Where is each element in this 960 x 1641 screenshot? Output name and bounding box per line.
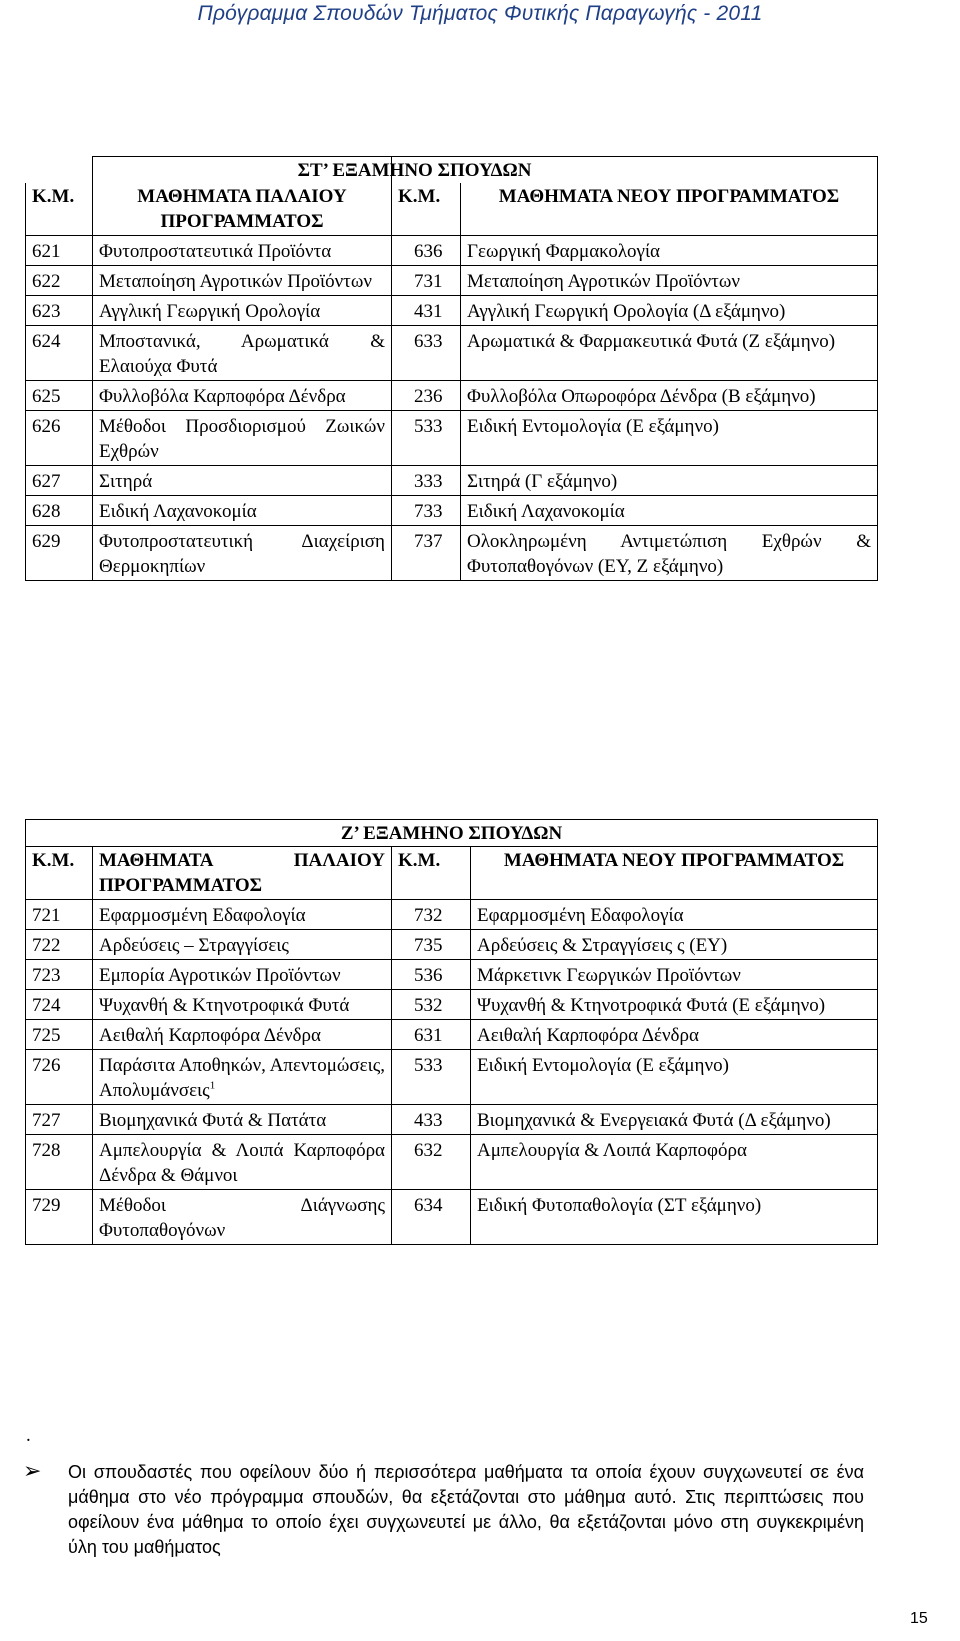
new-course-name: Αρωματικά & Φαρμακευτικά Φυτά (Ζ εξάμηνο) bbox=[461, 326, 878, 381]
old-course-code: 721 bbox=[26, 900, 93, 930]
new-course-code: 636 bbox=[392, 236, 461, 266]
table-row bbox=[26, 466, 878, 496]
old-course-code: 728 bbox=[26, 1135, 93, 1190]
new-course-name: Γεωργική Φαρμακολογία bbox=[461, 236, 878, 266]
new-course-code: 631 bbox=[392, 1020, 471, 1050]
old-course-code: 628 bbox=[26, 496, 93, 526]
table-title-row bbox=[26, 820, 878, 847]
table-row bbox=[26, 1190, 878, 1245]
old-course-code: 624 bbox=[26, 326, 93, 381]
table-row bbox=[26, 266, 878, 296]
new-course-code: 333 bbox=[392, 466, 461, 496]
old-course-name-text: Εφαρμοσμένη Εδαφολογία bbox=[99, 905, 306, 926]
old-course-name bbox=[93, 326, 392, 381]
old-course-name-text: Αγγλική Γεωργική Ορολογία bbox=[99, 301, 321, 322]
new-course-name: Αειθαλή Καρποφόρα Δένδρα bbox=[471, 1020, 878, 1050]
old-course-name-text: Φυλλοβόλα Καρποφόρα Δένδρα bbox=[99, 386, 346, 407]
old-course-name bbox=[93, 236, 392, 266]
old-course-code: 723 bbox=[26, 960, 93, 990]
old-course-code: 725 bbox=[26, 1020, 93, 1050]
old-course-name bbox=[93, 990, 392, 1020]
new-course-code: 236 bbox=[392, 381, 461, 411]
new-course-name: Ειδική Λαχανοκομία bbox=[461, 496, 878, 526]
old-course-name bbox=[93, 381, 392, 411]
old-course-name bbox=[93, 411, 392, 466]
col-header-name-old: ΜΑΘΗΜΑΤΑ ΠΑΛΑΙΟΥ ΠΡΟΓΡΑΜΜΑΤΟΣ bbox=[93, 847, 392, 900]
table-header-row bbox=[26, 183, 878, 236]
old-course-name-text: Εμπορία Αγροτικών Προϊόντων bbox=[99, 965, 341, 986]
old-course-name-text: Σιτηρά bbox=[99, 471, 153, 492]
old-course-name-text: Μέθοδοι Προσδιορισμού Ζωικών Εχθρών bbox=[99, 416, 385, 462]
table-row bbox=[26, 236, 878, 266]
new-course-name: Μεταποίηση Αγροτικών Προϊόντων bbox=[461, 266, 878, 296]
arrow-bullet-icon: ➢ bbox=[23, 1459, 42, 1484]
old-course-name bbox=[93, 526, 392, 581]
old-course-name bbox=[93, 900, 392, 930]
table-row bbox=[26, 496, 878, 526]
old-course-name bbox=[93, 1135, 392, 1190]
table-row bbox=[26, 1105, 878, 1135]
new-course-code: 533 bbox=[392, 411, 461, 466]
table-row bbox=[26, 296, 878, 326]
new-course-name: Ειδική Εντομολογία (Ε εξάμηνο) bbox=[471, 1050, 878, 1105]
new-course-code: 533 bbox=[392, 1050, 471, 1105]
table-row bbox=[26, 326, 878, 381]
new-course-code: 532 bbox=[392, 990, 471, 1020]
new-course-name: Ψυχανθή & Κτηνοτροφικά Φυτά (Ε εξάμηνο) bbox=[471, 990, 878, 1020]
new-course-code: 431 bbox=[392, 296, 461, 326]
old-course-name-text: Βιομηχανικά Φυτά & Πατάτα bbox=[99, 1110, 327, 1131]
old-course-code: 623 bbox=[26, 296, 93, 326]
old-course-name bbox=[93, 296, 392, 326]
blank-corner bbox=[26, 157, 93, 184]
stray-dot: . bbox=[26, 1425, 31, 1446]
old-course-name-text: Παράσιτα Αποθηκών, Απεντομώσεις, Απολυμάνσεις bbox=[99, 1055, 385, 1101]
old-course-name-text: Αμπελουργία & Λοιπά Καρποφόρα Δένδρα & Θάμνοι bbox=[99, 1140, 385, 1186]
col-header-name-new: ΜΑΘΗΜΑΤΑ ΝΕΟΥ ΠΡΟΓΡΑΜΜΑΤΟΣ bbox=[461, 183, 878, 236]
old-course-name-text: Αειθαλή Καρποφόρα Δένδρα bbox=[99, 1025, 321, 1046]
new-course-code: 737 bbox=[392, 526, 461, 581]
old-course-name bbox=[93, 1190, 392, 1245]
old-course-name-text: Ψυχανθή & Κτηνοτροφικά Φυτά bbox=[99, 995, 350, 1016]
old-course-name bbox=[93, 1050, 392, 1105]
old-course-code: 625 bbox=[26, 381, 93, 411]
old-course-name bbox=[93, 466, 392, 496]
old-course-code: 724 bbox=[26, 990, 93, 1020]
new-course-name: Ολοκληρωμένη Αντιμετώπιση Εχθρών & Φυτοπαθογόνων (ΕΥ, Ζ εξάμηνο) bbox=[461, 526, 878, 581]
new-course-code: 633 bbox=[392, 326, 461, 381]
old-course-name bbox=[93, 1020, 392, 1050]
table-row bbox=[26, 526, 878, 581]
col-header-code-new: Κ.Μ. bbox=[392, 847, 471, 900]
col-header-code-new: Κ.Μ. bbox=[392, 183, 461, 236]
old-course-code: 627 bbox=[26, 466, 93, 496]
semester-6-body bbox=[26, 157, 878, 581]
col-header-code-old: Κ.Μ. bbox=[26, 847, 93, 900]
table-title-row bbox=[26, 157, 878, 184]
old-course-name bbox=[93, 930, 392, 960]
old-course-name bbox=[93, 266, 392, 296]
col-header-name-old: ΜΑΘΗΜΑΤΑ ΠΑΛΑΙΟΥ ΠΡΟΓΡΑΜΜΑΤΟΣ bbox=[93, 183, 392, 236]
new-course-name: Ειδική Εντομολογία (Ε εξάμηνο) bbox=[461, 411, 878, 466]
semester-6-table bbox=[25, 156, 878, 581]
new-course-code: 536 bbox=[392, 960, 471, 990]
old-course-code: 722 bbox=[26, 930, 93, 960]
old-course-name-text: Μέθοδοι Διάγνωσης Φυτοπαθογόνων bbox=[99, 1195, 385, 1241]
new-course-name: Αμπελουργία & Λοιπά Καρποφόρα bbox=[471, 1135, 878, 1190]
new-course-code: 732 bbox=[392, 900, 471, 930]
table-row bbox=[26, 960, 878, 990]
new-course-code: 634 bbox=[392, 1190, 471, 1245]
old-course-name-text: Μεταποίηση Αγροτικών Προϊόντων bbox=[99, 271, 372, 292]
old-course-name-text: Ειδική Λαχανοκομία bbox=[99, 501, 257, 522]
new-course-name: Αρδεύσεις & Στραγγίσεις ς (ΕΥ) bbox=[471, 930, 878, 960]
page-number: 15 bbox=[910, 1610, 928, 1627]
new-course-name: Ειδική Φυτοπαθολογία (ΣΤ εξάμηνο) bbox=[471, 1190, 878, 1245]
new-course-name: Σιτηρά (Γ εξάμηνο) bbox=[461, 466, 878, 496]
semester-6-title: ΣΤ’ ΕΞΑΜΗΝΟ ΣΠΟΥΔΩΝ bbox=[297, 160, 532, 181]
new-course-name: Φυλλοβόλα Οπωροφόρα Δένδρα (Β εξάμηνο) bbox=[461, 381, 878, 411]
table-row bbox=[26, 930, 878, 960]
old-course-code: 727 bbox=[26, 1105, 93, 1135]
old-course-name-text: Φυτοπροστατευτικά Προϊόντα bbox=[99, 241, 332, 262]
old-course-name bbox=[93, 1105, 392, 1135]
semester-7-title: Ζ’ ΕΞΑΜΗΝΟ ΣΠΟΥΔΩΝ bbox=[26, 820, 878, 847]
table-row bbox=[26, 990, 878, 1020]
old-course-name-text: Μποστανικά, Αρωματικά & Ελαιούχα Φυτά bbox=[99, 331, 385, 377]
table-row bbox=[26, 1020, 878, 1050]
old-course-code: 621 bbox=[26, 236, 93, 266]
old-course-code: 626 bbox=[26, 411, 93, 466]
footnote-paragraph: Οι σπουδαστές που οφείλουν δύο ή περισσότερα μαθήματα τα οποία έχουν συγχωνευτεί σε ένα μάθημα στο νέο πρόγραμμα σπουδών, θα εξετάζονται στο μάθημα αυτό. Στις περιπτώσεις που οφείλουν ένα μάθημα το οποίο έχει συγχωνευτεί με άλλο, θα εξετάζονται μόνο στη συγκεκριμένη ύλη του μαθήματος bbox=[68, 1462, 864, 1557]
table-row bbox=[26, 381, 878, 411]
old-course-name-text: Αρδεύσεις – Στραγγίσεις bbox=[99, 935, 289, 956]
old-course-name-text: Φυτοπροστατευτική Διαχείριση Θερμοκηπίων bbox=[99, 531, 385, 577]
col-header-code-old: Κ.Μ. bbox=[26, 183, 93, 236]
table-row bbox=[26, 411, 878, 466]
new-course-name: Μάρκετινκ Γεωργικών Προϊόντων bbox=[471, 960, 878, 990]
old-course-code: 622 bbox=[26, 266, 93, 296]
old-course-name bbox=[93, 960, 392, 990]
table-header-row bbox=[26, 847, 878, 900]
new-course-code: 632 bbox=[392, 1135, 471, 1190]
table-row bbox=[26, 1135, 878, 1190]
new-course-code: 433 bbox=[392, 1105, 471, 1135]
footnote-marker: 1 bbox=[209, 1079, 216, 1092]
new-course-code: 733 bbox=[392, 496, 461, 526]
old-course-code: 726 bbox=[26, 1050, 93, 1105]
new-course-code: 731 bbox=[392, 266, 461, 296]
page-header: Πρόγραμμα Σπουδών Τμήματος Φυτικής Παραγωγής - 2011 bbox=[197, 2, 763, 25]
col-header-name-new: ΜΑΘΗΜΑΤΑ ΝΕΟΥ ΠΡΟΓΡΑΜΜΑΤΟΣ bbox=[471, 847, 878, 900]
new-course-name: Αγγλική Γεωργική Ορολογία (Δ εξάμηνο) bbox=[461, 296, 878, 326]
table-row bbox=[26, 1050, 878, 1105]
new-course-name: Βιομηχανικά & Ενεργειακά Φυτά (Δ εξάμηνο) bbox=[471, 1105, 878, 1135]
table-row bbox=[26, 900, 878, 930]
new-course-code: 735 bbox=[392, 930, 471, 960]
new-course-name: Εφαρμοσμένη Εδαφολογία bbox=[471, 900, 878, 930]
old-course-code: 729 bbox=[26, 1190, 93, 1245]
semester-7-body bbox=[26, 820, 878, 1245]
old-course-code: 629 bbox=[26, 526, 93, 581]
old-course-name bbox=[93, 496, 392, 526]
semester-7-table bbox=[25, 819, 878, 1245]
